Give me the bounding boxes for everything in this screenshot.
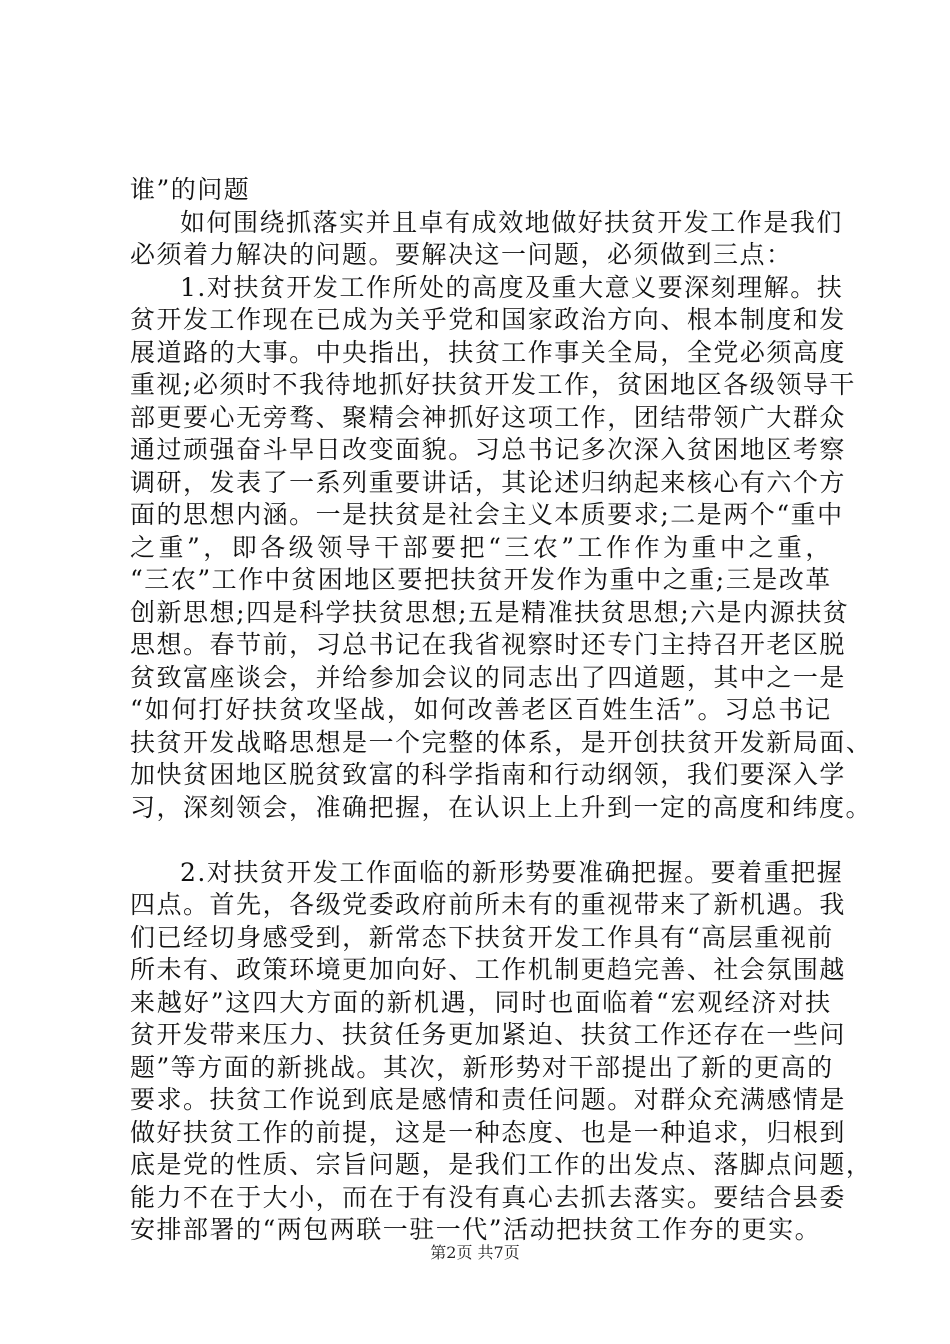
- text-line: 谁”的问题: [130, 175, 251, 204]
- text-line: 能 力 不 在 于 大 小 ， 而 在 于 有 没 有 真 心 去 抓 去 落 实 。 要 结 合 县 委: [130, 1182, 846, 1212]
- text-line: 们 已 经 切 身 感 受 到 ， 新 常 态 下 扶 贫 开 发 工 作 具 有 “ 高 层 重 视 前: [130, 922, 834, 952]
- text-line: 2 . 对 扶 贫 开 发 工 作 面 临 的 新 形 势 要 准 确 把 握 。 要 着 重 把 握: [180, 857, 844, 887]
- text-line: 通 过 顽 强 奋 斗 早 日 改 变 面 貌 。 习 总 书 记 多 次 深 入 贫 困 地 区 考 察: [130, 435, 846, 464]
- text-line: 所 未 有 、 政 策 环 境 更 加 向 好 、 工 作 机 制 更 趋 完 善 、 社 会 氛 围 越: [130, 955, 846, 984]
- text-line: “ 三 农 ” 工 作 中 贫 困 地 区 要 把 扶 贫 开 发 作 为 重 中 之 重 ; 三 是 改 革: [130, 565, 832, 594]
- text-line: 要 求 。 扶 贫 工 作 说 到 底 是 感 情 和 责 任 问 题 。 对 群 众 充 满 感 情 是: [130, 1085, 846, 1114]
- page-number: 第2页 共7页: [430, 1243, 520, 1262]
- text-line: 部 更 要 心 无 旁 骛 、 聚 精 会 神 抓 好 这 项 工 作 ， 团 结 带 领 广 大 群 众: [130, 402, 846, 432]
- text-line: 思 想 。 春 节 前 ， 习 总 书 记 在 我 省 视 察 时 还 专 门 主 持 召 开 老 区 脱: [130, 630, 846, 659]
- text-line: 四 点 。 首 先 ， 各 级 党 委 政 府 前 所 未 有 的 重 视 带 来 了 新 机 遇 。 我: [130, 890, 846, 919]
- text-line: 贫 致 富 座 谈 会 ， 并 给 参 加 会 议 的 同 志 出 了 四 道 题 ， 其 中 之 一 是: [130, 662, 846, 692]
- text-line: 1 . 对 扶 贫 开 发 工 作 所 处 的 高 度 及 重 大 意 义 要 深 刻 理 解 。 扶: [180, 272, 844, 302]
- text-line: 调 研 ， 发 表 了 一 系 列 重 要 讲 话 ， 其 论 述 归 纳 起 来 核 心 有 六 个 方: [130, 467, 846, 497]
- text-line: “ 如 何 打 好 扶 贫 攻 坚 战 ， 如 何 改 善 老 区 百 姓 生 活 ” 。 习 总 书 记: [130, 695, 832, 724]
- text-line: 重 视 ; 必 须 时 不 我 待 地 抓 好 扶 贫 开 发 工 作 ， 贫 困 地 区 各 级 领 导 干: [130, 370, 856, 399]
- text-line: 面 的 思 想 内 涵 。 一 是 扶 贫 是 社 会 主 义 本 质 要 求 ; 二 是 两 个 “ 重 中: [130, 500, 844, 529]
- text-line: 创 新 思 想 ; 四 是 科 学 扶 贫 思 想 ; 五 是 精 准 扶 贫 思 想 ; 六 是 内 源 扶 贫: [130, 597, 850, 627]
- text-line: 习，深刻领会，准确把握，在认识上上升到一定的高度和纬度。: [130, 792, 873, 822]
- text-line: 贫 开 发 带 来 压 力 、 扶 贫 任 务 更 加 紧 迫 、 扶 贫 工 作 还 存 在 一 些 问: [130, 1020, 846, 1049]
- text-line: 来 越 好 ” 这 四 大 方 面 的 新 机 遇 ， 同 时 也 面 临 着 “ 宏 观 经 济 对 扶: [130, 987, 832, 1017]
- text-line: 题 ” 等 方 面 的 新 挑 战 。 其 次 ， 新 形 势 对 干 部 提 出 了 新 的 更 高 的: [130, 1052, 834, 1082]
- text-line: 加 快 贫 困 地 区 脱 贫 致 富 的 科 学 指 南 和 行 动 纲 领 ， 我 们 要 深 入 学: [130, 760, 846, 789]
- text-line: 做 好 扶 贫 工 作 的 前 提 ， 这 是 一 种 态 度 、 也 是 一 种 追 求 ， 归 根 到: [130, 1117, 846, 1147]
- document-body: [130, 174, 873, 1247]
- text-line: 安排部署的“两包两联一驻一代”活动把扶贫工作夯的更实。: [130, 1215, 822, 1244]
- text-line: 扶 贫 开 发 战 略 思 想 是 一 个 完 整 的 体 系 ， 是 开 创 扶 贫 开 发 新 局 面 、: [130, 727, 873, 757]
- paragraph-gap: [130, 824, 832, 857]
- text-line: 必须着力解决的问题。要解决这一问题，必须做到三点：: [130, 240, 793, 269]
- text-line: 之 重 ” ， 即 各 级 领 导 干 部 要 把 “ 三 农 ” 工 作 作 为 重 中 之 重 ，: [130, 532, 832, 562]
- text-line: 展 道 路 的 大 事 。 中 央 指 出 ， 扶 贫 工 作 事 关 全 局 ， 全 党 必 须 高 度: [130, 337, 846, 367]
- text-line: 底 是 党 的 性 质 、 宗 旨 问 题 ， 是 我 们 工 作 的 出 发 点 、 落 脚 点 问 题 ，: [130, 1150, 873, 1179]
- text-line: 如 何 围 绕 抓 落 实 并 且 卓 有 成 效 地 做 好 扶 贫 开 发 工 作 是 我 们: [180, 207, 843, 237]
- text-line: 贫 开 发 工 作 现 在 已 成 为 关 乎 党 和 国 家 政 治 方 向 、 根 本 制 度 和 发: [130, 305, 846, 334]
